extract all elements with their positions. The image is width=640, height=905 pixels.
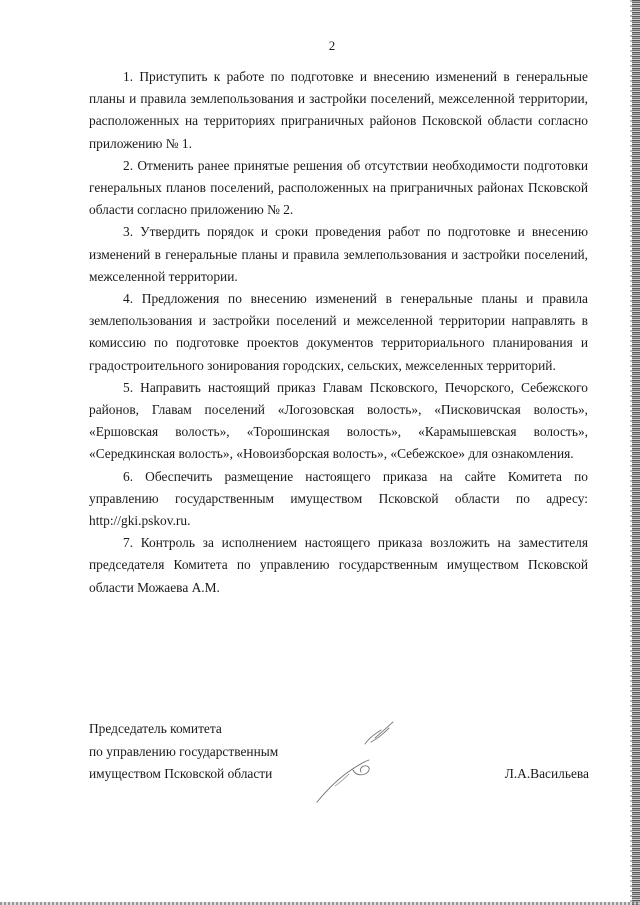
- scan-edge-artifact: [632, 0, 640, 905]
- paragraph-7: 7. Контроль за исполнением настоящего приказа возложить на заместителя председателя Комитета по управлению государственным имуществом Псковской области Можаева А.М.: [89, 535, 588, 595]
- paragraph-2: 2. Отменить ранее принятые решения об отсутствии необходимости подготовки генеральных планов поселений, расположенных на приграничных районах Псковской области согласно приложению № 2.: [89, 157, 588, 218]
- page-number: 2: [328, 38, 336, 53]
- paragraph-3: 3. Утвердить порядок и сроки проведения работ по подготовке и внесению изменений в генеральные планы и правила землепользования и застройки поселений, межселенной территории.: [89, 224, 588, 284]
- signature-block: [89, 718, 589, 786]
- paragraph-4: 4. Предложения по внесению изменений в генеральные планы и правила землепользования и застройки поселений и межселенной территории направлять в комиссию по подготовке проектов документов территориального планирования и градостроительного зонирования городских, сельских, межселенных территорий.: [89, 291, 588, 373]
- signature-title-line-1: Председатель комитета: [89, 721, 222, 736]
- paragraph-1: 1. Приступить к работе по подготовке и внесению изменений в генеральные планы и правила землепользования и застройки поселений, межселенной территории, расположенных на территориях приграничных районов Псковской области согласно приложению № 1.: [89, 69, 588, 151]
- document-body: [89, 66, 588, 599]
- signature-title-line-2: по управлению государственным: [89, 743, 279, 759]
- paragraph-5: 5. Направить настоящий приказ Главам Псковского, Печорского, Себежского районов, Главам поселений «Логозовская волость», «Писковичская волость», «Ершовская волость», «Торошинская волость», «Карамышевская волость», «Середкинская волость», «Новоизборская волость», «Себежское» для ознакомления.: [89, 379, 588, 462]
- signatory-name: Л.А.Васильева: [504, 766, 589, 781]
- signature-title-line-3: имуществом Псковской области: [89, 766, 273, 781]
- paragraph-6: 6. Обеспечить размещение настоящего приказа на сайте Комитета по управлению государственным имуществом Псковской области по адресу: http://gki.pskov.ru.: [89, 468, 588, 529]
